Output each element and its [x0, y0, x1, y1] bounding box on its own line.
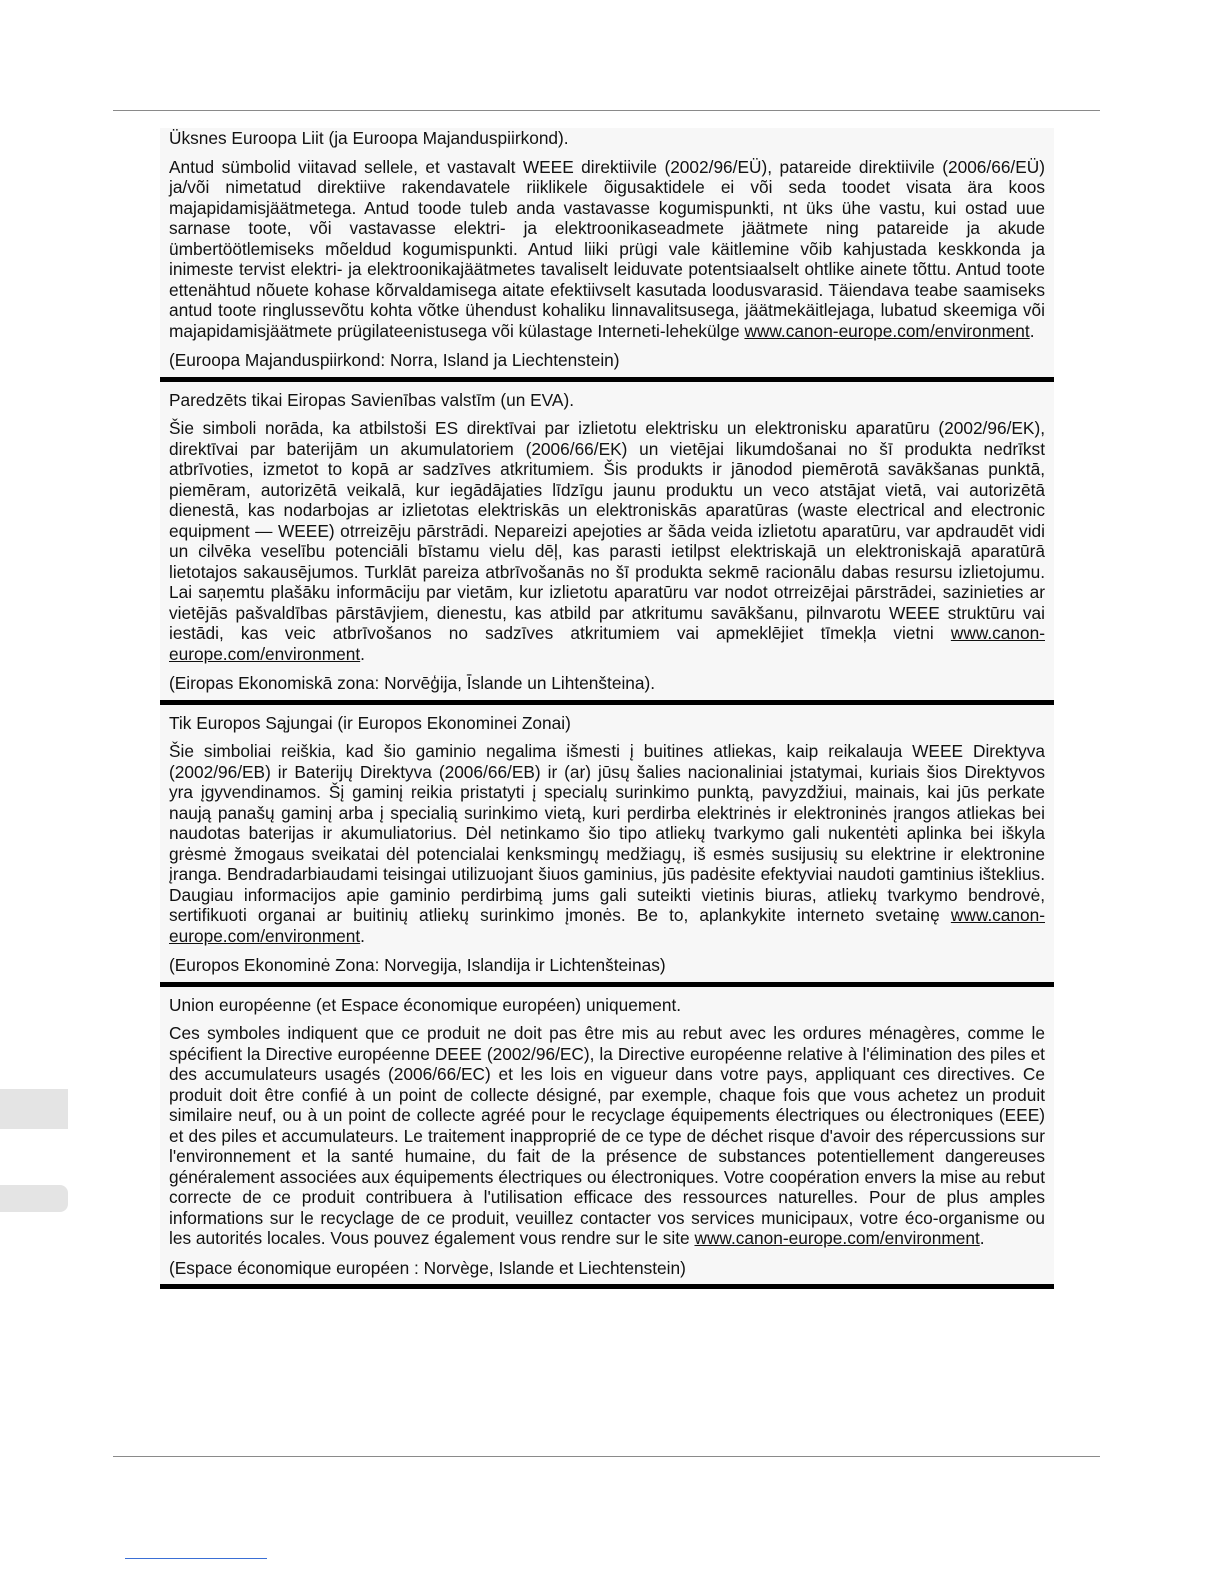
section-title: Union européenne (et Espace économique européen) uniquement.: [169, 994, 682, 1015]
header-rule: [113, 110, 1100, 111]
section-body: Šie simboli norāda, ka atbilstoši ES direktīvai par izlietotu elektrisku un elektronisku aparatūru (2002/96/EK), direktīvai par baterijām un akumulatoriem (2006/66/EK) un vietējai likumdošanai no šī produkta nedrīkst atbrīvoties, izmetot to kopā ar sadzīves atkritumiem. Šis produkts ir jānodod piemērotā savākšanas punktā, piemēram, autorizētā veikalā, kur iegādājaties līdzīgu jaunu produktu un veco atstājat vietā, vai autorizētā dienestā, kas nodarbojas ar izlietotas elektriskās un elektroniskās aparatūras (waste electrical and electronic equipment — WEEE) otrreizēju pārstrādi. Nepareizi apejoties ar šāda veida izlietotu aparatūru, var apdraudēt vidi un cilvēka veselību potenciāli bīstamu vielu dēļ, kas parasti ietilpst elektriskajā un elektroniskajā aparatūrā lietotajos sakausējumos. Turklāt pareiza atbrīvošanās no šī produkta sekmē racionālu dabas resursu izlietojumu. Lai saņemtu plašāku informāciju par vietām, kur izlietotu aparatūru var nodot otrreizējai pārstrādei, sazinieties ar vietējās pašvaldības pārstāvjiem, dienestu, kas atbild par atkritumu savākšanu, pilnvarotu WEEE struktūru vai iestādi, kas veic atbrīvošanos no sadzīves atkritumiem vai apmeklējiet tīmekļa vietni www.canon-europe.com/environment.: [169, 418, 1045, 664]
section-note: (Eiropas Ekonomiskā zona: Norvēģija, Īslande un Lihtenšteina).: [169, 673, 656, 693]
section-note: (Espace économique européen : Norvège, Islande et Liechtenstein): [169, 1257, 686, 1278]
environment-link[interactable]: www.canon-europe.com/environment: [694, 1228, 980, 1248]
weee-notices: [160, 128, 1054, 1289]
side-tab[interactable]: [0, 1089, 68, 1129]
side-tab-index[interactable]: [0, 1185, 68, 1212]
section-note: (Europos Ekonominė Zona: Norvegija, Islandija ir Lichtenšteinas): [169, 955, 666, 975]
environment-link[interactable]: www.canon-europe.com/environment: [169, 623, 1045, 664]
footer-rule: [113, 1456, 1100, 1457]
section-title: Tik Europos Sąjungai (ir Europos Ekonominei Zonai): [169, 712, 571, 733]
section-body: Šie simboliai reiškia, kad šio gaminio negalima išmesti į buitines atliekas, kaip reikalauja WEEE Direktyva (2002/96/EB) ir Baterijų Direktyva (2006/66/EB) ir (ar) jūsų šalies nacionaliniai įstatymai, kuriais šios Direktyvos yra įgyvendinamos. Šį gaminį reikia pristatyti į specialų surinkimo punktą, pavyzdžiui, mainais, kai jūs perkate naują panašų gaminį arba į specialią surinkimo vietą, kuri perdirba elektrinės ir elektroninės įrangos atliekas bei naudotas baterijas ir akumuliatorius. Dėl netinkamo šio tipo atliekų tvarkymo gali nukentėti aplinka bei iškyla grėsmė žmogaus sveikatai dėl potencialai kenksmingų medžiagų, iš esmės susijusių su elektrine ir elektronine įranga. Bendradarbiaudami teisingai utilizuojant šiuos gaminius, jūs padėsite efektyviai naudoti gamtinius išteklius. Daugiau informacijos apie gaminio perdirbimą jums gali suteikti vietinis biuras, atliekų tvarkymo bendrovė, sertifikuoti organai ar buitinių atliekų surinkimo įmonės. Be to, aplankykite interneto svetainę www.canon-europe.com/environment.: [169, 741, 1045, 946]
section-french: [160, 987, 1054, 1290]
environment-link[interactable]: www.canon-europe.com/environment: [744, 320, 1030, 341]
environment-link[interactable]: www.canon-europe.com/environment: [169, 905, 1045, 946]
section-body: Antud sümbolid viitavad sellele, et vastavalt WEEE direktiivile (2002/96/EÜ), patareide direktiivile (2006/66/EÜ) ja/või nimetatud direktiive rakendavatele riiklikele õigusaktidele ei või seda toodet visata ära koos majapidamisjäätmetega. Antud toode tuleb anda vastavasse kogumispunkti, nt üks ühe vastu, kui ostad uue sarnase toote, või vastavasse elektri- ja elektroonikaseadmete jäätmete ning patareide ja akude ümbertöötlemiseks mõeldud kogumispunkti. Antud liiki prügi vale käitlemine võib kahjustada keskkonda ja inimeste tervist elektri- ja elektroonikajäätmetes tavaliselt leiduvate potentsiaalselt ohtlike ainete tõttu. Antud toote ettenähtud nõuete kohase kõrvaldamisega aitate efektiivselt kasutada loodusvarasid. Täiendava teabe saamiseks antud toote ringlussevõtu kohta võtke ühendust kohaliku linnavalitsusega, jäätmekäitlejaga, lubatud skeemiga või majapidamisjäätmete prügilateenistusega või külastage Interneti-lehekülge www.canon-europe.com/environment.: [169, 156, 1045, 341]
section-title: Paredzēts tikai Eiropas Savienības valstīm (un EVA).: [169, 389, 575, 410]
section-title: Üksnes Euroopa Liit (ja Euroopa Majanduspiirkond).: [169, 128, 569, 148]
section-lithuanian: [160, 705, 1054, 987]
section-latvian: [160, 382, 1054, 705]
section-note: (Euroopa Majanduspiirkond: Norra, Island ja Liechtenstein): [169, 350, 620, 370]
section-body: Ces symboles indiquent que ce produit ne doit pas être mis au rebut avec les ordures ménagères, comme le spécifient la Directive européenne DEEE (2002/96/EC), la Directive européenne relative à l'élimination des piles et des accumulateurs usagés (2006/66/EC) et les lois en vigueur dans votre pays, appliquant ces directives. Ce produit doit être confié à un point de collecte désigné, par exemple, chaque fois que vous achetez un produit similaire neuf, ou à un point de collecte agréé pour le recyclage équipements électriques ou électroniques (EEE) et des piles et accumulateurs. Le traitement inapproprié de ce type de déchet risque d'avoir des répercussions sur l'environnement et la santé humaine, du fait de la présence de substances potentiellement dangereuses généralement associées aux équipements électriques ou électroniques. Votre coopération envers la mise au rebut correcte de ce produit contribuera à l'utilisation efficace des ressources naturelles. Pour de plus amples informations sur le recyclage de ce produit, veuillez contacter vos services municipaux, votre éco-organisme ou les autorités locales. Vous pouvez également vous rendre sur le site www.canon-europe.com/environment.: [169, 1023, 1045, 1248]
footer-link-line[interactable]: [125, 1558, 267, 1559]
section-estonian: [160, 128, 1054, 382]
